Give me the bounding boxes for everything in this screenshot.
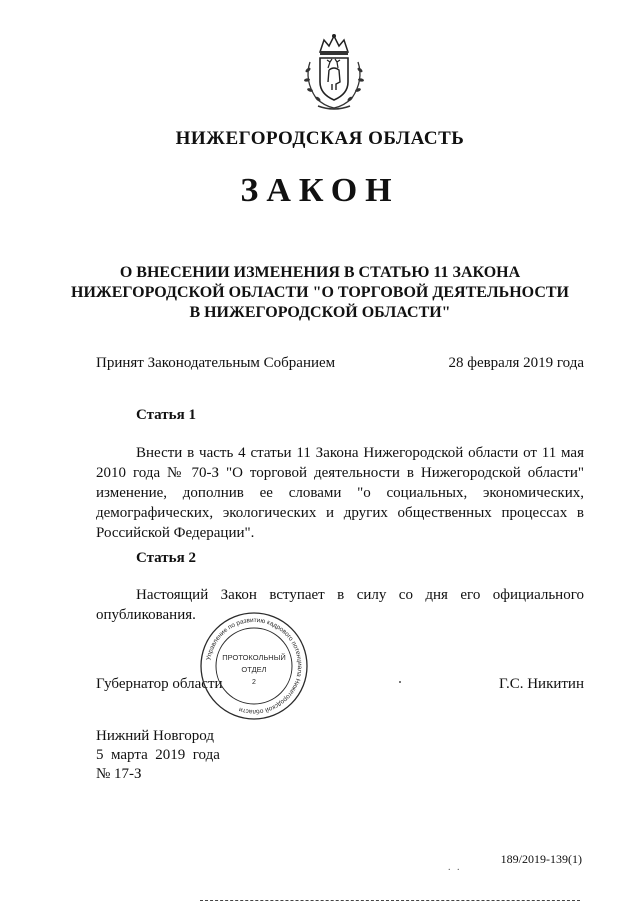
protocol-department-stamp [198,610,310,722]
law-title-line: В НИЖЕГОРОДСКОЙ ОБЛАСТИ" [189,304,451,321]
page-edge-line [200,900,580,901]
place-date-block [96,727,220,784]
document-type-heading: ЗАКОН [240,172,400,209]
article-1-heading: Статья 1 [136,407,196,423]
signing-date: 5 марта 2019 года [96,747,220,763]
article-2-text: Настоящий Закон вступает в силу со дня его официального опубликования. [96,587,584,623]
article-2-heading: Статья 2 [136,550,196,566]
stamp-center-line: ОТДЕЛ [241,665,267,674]
city: Нижний Новгород [96,728,214,744]
law-title [60,263,580,323]
signatory-position: Губернатор области [96,676,223,692]
law-title-line: НИЖЕГОРОДСКОЙ ОБЛАСТИ "О ТОРГОВОЙ ДЕЯТЕЛЬНОСТИ [71,284,569,301]
adoption-date: 28 февраля 2019 года [448,355,584,371]
article-1-text: Внести в часть 4 статьи 11 Закона Нижегородской области от 11 мая 2010 года № 70-З "О торговой деятельности в Нижегородской области" изменение, дополнив ее словами "о социальных, экономических, демографических, экологических и других общественных процессах в Российской Федерации". [96,445,584,541]
registration-number: 189/2019-139(1) [500,852,582,866]
law-number: № 17-З [96,766,142,782]
region-heading: НИЖЕГОРОДСКАЯ ОБЛАСТЬ [175,128,465,149]
law-title-line: О ВНЕСЕНИИ ИЗМЕНЕНИЯ В СТАТЬЮ 11 ЗАКОНА [119,264,521,281]
stamp-center-line: 2 [252,679,256,686]
coat-of-arms-icon [296,32,372,112]
adoption-line [96,355,584,372]
stamp-center-line: ПРОТОКОЛЬНЫЙ [222,653,286,662]
adoption-label: Принят Законодательным Собранием [96,355,336,371]
speck [399,681,401,683]
speck: . . [448,862,462,873]
signatory-name: Г.С. Никитин [498,676,584,692]
stamp-ring-text: Управление по развитию кадрового потенциала Нижегородской области [205,616,304,716]
